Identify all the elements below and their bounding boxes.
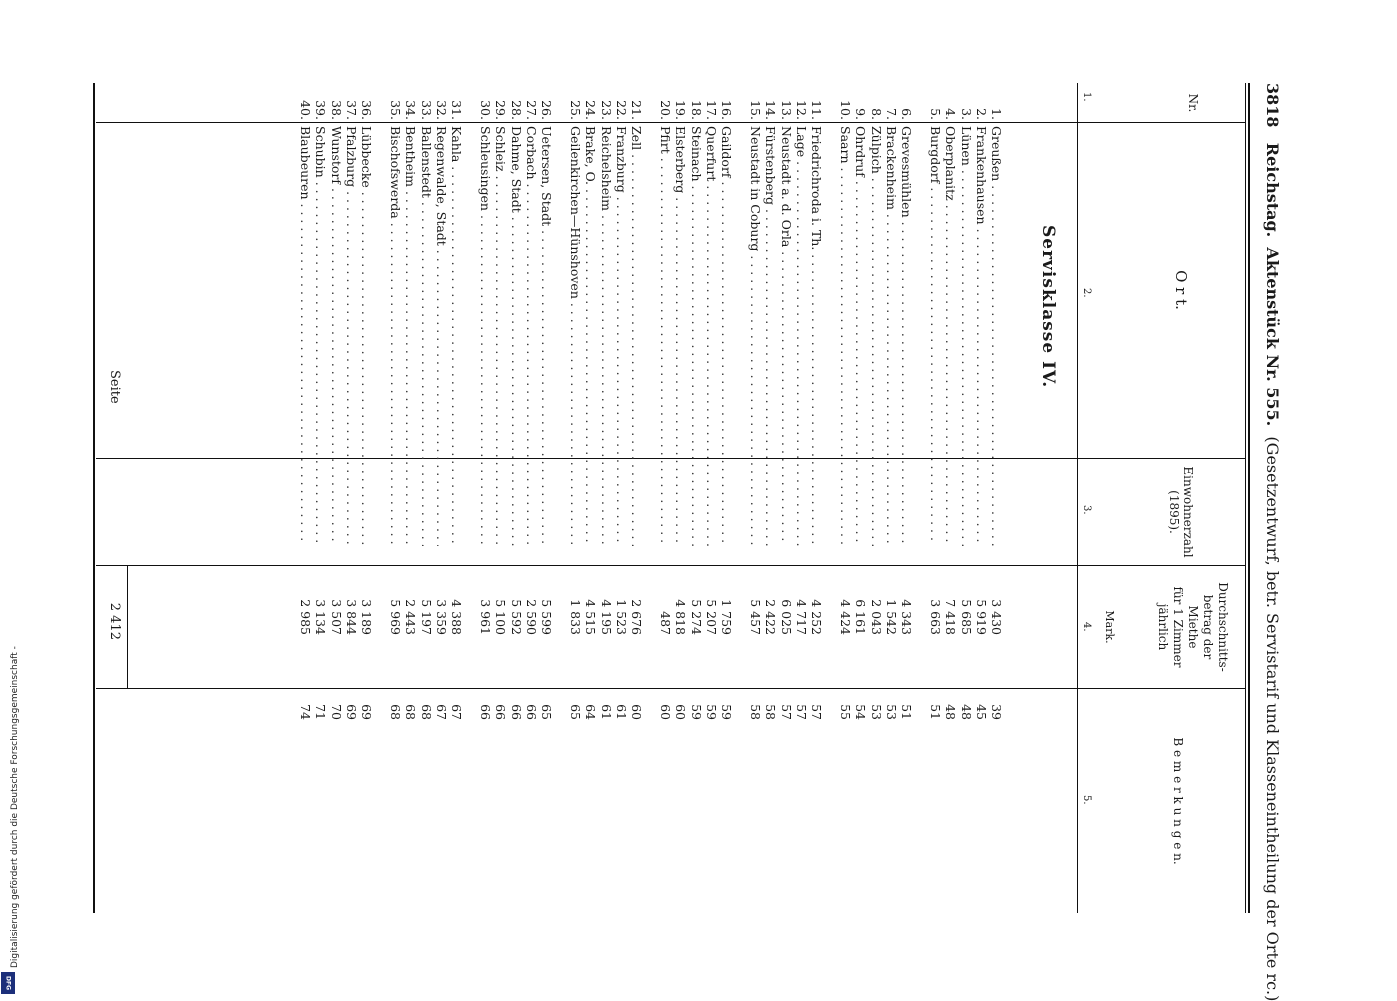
cell-pop: 6 025 [778,599,794,635]
cell-nr: 30. [478,100,494,120]
cell-place: Kahla . . . [449,126,464,546]
cell-place: Schubin . . . [313,126,328,546]
cell-pop: 5 197 [418,599,434,635]
cell-place: Neustadt a. d. Orla . . . [779,126,794,546]
cell-nr: 5. [928,108,944,120]
cell-pop: 3 189 [359,599,374,635]
cell-place: Fürstenberg . . . [763,126,778,546]
cell-pop: 2 043 [868,599,884,635]
cell-nr: 6. [899,108,914,120]
cell-avg: 39 [989,704,1004,720]
header-rule [1077,83,1078,913]
cell-nr: 1. [989,108,1004,120]
cell-place: Geilenkirchen—Hünshoven . . . [568,126,583,546]
cell-place: Lünen . . . [959,126,974,546]
cell-place: Burgdorf . . . [928,126,943,546]
cell-place: Reichelsheim . . . [599,126,614,546]
avg-header-line: jährlich [1156,603,1170,651]
cell-avg: 48 [958,704,974,720]
cell-avg: 61 [613,704,629,720]
cell-avg: 57 [793,704,809,720]
col-number-4: 4. [1081,622,1092,632]
cell-nr: 14. [763,100,779,120]
avg-unit: Mark. [1103,610,1116,644]
cell-pop: 5 274 [688,599,704,635]
cell-avg: 68 [388,704,404,720]
cell-avg: 61 [598,704,614,720]
cell-nr: 40. [298,100,314,120]
cell-nr: 13. [778,100,794,120]
cell-avg: 69 [359,704,374,720]
cell-avg: 59 [688,704,704,720]
cell-nr: 27. [523,100,539,120]
cell-pop: 1 759 [719,599,734,635]
avg-header-line: Durchschnitts- [1216,582,1230,672]
cell-nr: 17. [703,100,719,120]
avg-total: 2 412 [107,602,122,640]
cell-place: Bentheim . . . [403,126,418,546]
col-header-remarks: B e m e r k u n g e n. [1171,737,1185,865]
cell-avg: 66 [523,704,539,720]
cell-nr: 19. [673,100,689,120]
cell-place: Querfurt . . . [704,126,719,546]
col-number-5: 5. [1081,795,1092,805]
avg-header-line: betrag der [1201,594,1215,660]
cell-nr: 28. [508,100,524,120]
top-rule [1248,83,1250,913]
cell-avg: 54 [853,704,869,720]
page-number: 3818 [1263,83,1282,128]
cell-place: Pfirt . . . [658,126,673,546]
cell-place: Lübbecke . . . [359,126,374,546]
cell-nr: 39. [313,100,329,120]
sidebar [0,0,20,1000]
cell-pop: 4 424 [838,599,854,635]
cell-pop: 5 207 [703,599,719,635]
cell-nr: 25. [568,100,584,120]
cell-place: Zülpich . . . [869,126,884,546]
cell-pop: 4 252 [809,599,824,635]
dfg-logo: DFG [1,972,15,994]
cell-avg: 53 [868,704,884,720]
cell-pop: 6 161 [853,599,869,635]
cell-place: Frankenhausen . . . [974,126,989,546]
table-bottom-rule [93,83,95,913]
cell-place: Friedrichroda i. Th. . . . [809,126,824,546]
cell-nr: 26. [539,100,554,120]
cell-nr: 24. [583,100,599,120]
cell-pop: 3 844 [343,599,359,635]
cell-place: Schleiz . . . [493,126,508,546]
cell-nr: 20. [658,100,674,120]
cell-place: Pfalzburg . . . [344,126,359,546]
cell-nr: 8. [868,108,884,120]
cell-pop: 4 388 [449,599,464,635]
col-rule-1 [96,122,1246,123]
cell-pop: 5 599 [539,599,554,635]
cell-place: Oberplanitz . . . [943,126,958,546]
col-header-pop: Einwohnerzahl (1895). [1167,466,1195,558]
cell-pop: 1 542 [883,599,899,635]
cell-pop: 2 676 [629,599,644,635]
cell-nr: 11. [809,100,824,120]
cell-pop: 5 100 [493,599,509,635]
cell-avg: 58 [763,704,779,720]
cell-place: Gaildorf . . . [719,126,734,546]
section-title: Servisklasse IV. [1038,225,1058,389]
cell-avg: 51 [928,704,944,720]
cell-nr: 37. [343,100,359,120]
cell-avg: 60 [629,704,644,720]
cell-nr: 18. [688,100,704,120]
cell-avg: 66 [508,704,524,720]
document-title: (Gesetzentwurf, betr. Servistarif und Klasseneintheilung der Orte rc.) [1263,436,1282,1001]
cell-pop: 5 685 [958,599,974,635]
cell-place: Neustadt in Coburg . . . [748,126,763,546]
cell-nr: 36. [359,100,374,120]
cell-nr: 9. [853,108,869,120]
cell-pop: 3 663 [928,599,944,635]
page-header [1263,83,1282,1001]
cell-pop: 7 418 [943,599,959,635]
cell-nr: 33. [418,100,434,120]
cell-pop: 4 195 [598,599,614,635]
sum-rule [127,565,128,688]
cell-nr: 4. [943,108,959,120]
avg-header-line: Miethe [1186,605,1200,649]
cell-pop: 5 969 [388,599,404,635]
cell-place: Greußen . . . [989,126,1004,546]
cell-avg: 66 [478,704,494,720]
cell-avg: 57 [778,704,794,720]
cell-nr: 29. [493,100,509,120]
col-number-2: 2. [1081,288,1092,298]
top-rule-thin [1245,83,1246,913]
cell-avg: 64 [583,704,599,720]
cell-place: Uetersen, Stadt . . . [539,126,554,546]
avg-header-line: für 1 Zimmer [1171,586,1185,668]
cell-nr: 21. [629,100,644,120]
cell-avg: 59 [703,704,719,720]
cell-pop: 3 961 [478,599,494,635]
cell-nr: 2. [973,108,989,120]
cell-pop: 4 515 [583,599,599,635]
cell-nr: 38. [328,100,344,120]
cell-place: Corbach . . . [524,126,539,546]
cell-pop: 3 430 [989,599,1004,635]
cell-avg: 57 [809,704,824,720]
cell-pop: 5 592 [508,599,524,635]
cell-place: Franzburg . . . [614,126,629,546]
cell-place: Zell . . . [629,126,644,546]
cell-avg: 65 [568,704,584,720]
cell-nr: 7. [883,108,899,120]
cell-place: Blaubeuren . . . [298,126,313,546]
cell-place: Saarn . . . [838,126,853,546]
col-number-1: 1. [1081,92,1092,102]
cell-nr: 35. [388,100,404,120]
cell-avg: 60 [658,704,674,720]
cell-pop: 3 507 [328,599,344,635]
cell-pop: 4 818 [673,599,689,635]
cell-place: Ballenstedt . . . [419,126,434,546]
cell-nr: 22. [613,100,629,120]
cell-avg: 69 [343,704,359,720]
cell-pop: 487 [658,611,674,635]
cell-avg: 67 [449,704,464,720]
cell-avg: 53 [883,704,899,720]
cell-pop: 3 134 [313,599,329,635]
cell-pop: 1 523 [613,599,629,635]
cell-place: Bischofswerda . . . [388,126,403,546]
cell-avg: 59 [719,704,734,720]
cell-avg: 51 [899,704,914,720]
cell-pop: 5 457 [748,599,764,635]
cell-avg: 67 [433,704,449,720]
cell-nr: 31. [449,100,464,120]
cell-avg: 58 [748,704,764,720]
cell-nr: 12. [793,100,809,120]
cell-avg: 74 [298,704,314,720]
cell-place: Schleusingen . . . [478,126,493,546]
cell-nr: 34. [403,100,419,120]
cell-pop: 5 919 [973,599,989,635]
cell-avg: 45 [973,704,989,720]
cell-nr: 10. [838,100,854,120]
cell-pop: 4 717 [793,599,809,635]
cell-place: Regenwalde, Stadt . . . [434,126,449,546]
cell-nr: 16. [719,100,734,120]
cell-nr: 32. [433,100,449,120]
cell-avg: 66 [493,704,509,720]
cell-nr: 3. [958,108,974,120]
cell-avg: 65 [539,704,554,720]
cell-pop: 2 985 [298,599,314,635]
cell-pop: 1 833 [568,599,584,635]
cell-place: Elsterberg . . . [673,126,688,546]
cell-place: Brake, O. . . . [583,126,598,546]
col-number-3: 3. [1081,505,1092,515]
source-title: Reichstag. [1263,142,1282,238]
cell-avg: 60 [673,704,689,720]
cell-pop: 2 443 [403,599,419,635]
cell-avg: 71 [313,704,329,720]
col-header-nr: Nr. [1186,93,1200,113]
cell-pop: 2 590 [523,599,539,635]
cell-place: Grevesmühlen . . . [899,126,914,546]
cell-pop: 2 422 [763,599,779,635]
cell-place: Ohrdruf . . . [853,126,868,546]
cell-nr: 15. [748,100,764,120]
cell-place: Lage . . . [794,126,809,546]
cell-avg: 48 [943,704,959,720]
cell-place: Dahme, Stadt . . . [509,126,524,546]
cell-place: Wunstorf . . . [329,126,344,546]
cell-avg: 68 [418,704,434,720]
cell-avg: 55 [838,704,854,720]
col-header-ort: O r t. [1172,270,1190,310]
document-page [40,0,1290,1000]
cell-avg: 68 [403,704,419,720]
footer-label: Seite [107,370,122,404]
cell-avg: 70 [328,704,344,720]
funding-note: Digitalisierung gefördert durch die Deutsche Forschungsgemeinschaft - [10,646,20,968]
cell-nr: 23. [598,100,614,120]
col-header-avg [1155,568,1230,686]
cell-pop: 3 359 [433,599,449,635]
cell-pop: 4 343 [899,599,914,635]
cell-place: Brackenheim . . . [884,126,899,546]
document-number: Aktenstück Nr. 555. [1263,247,1282,427]
cell-place: Steinach . . . [689,126,704,546]
